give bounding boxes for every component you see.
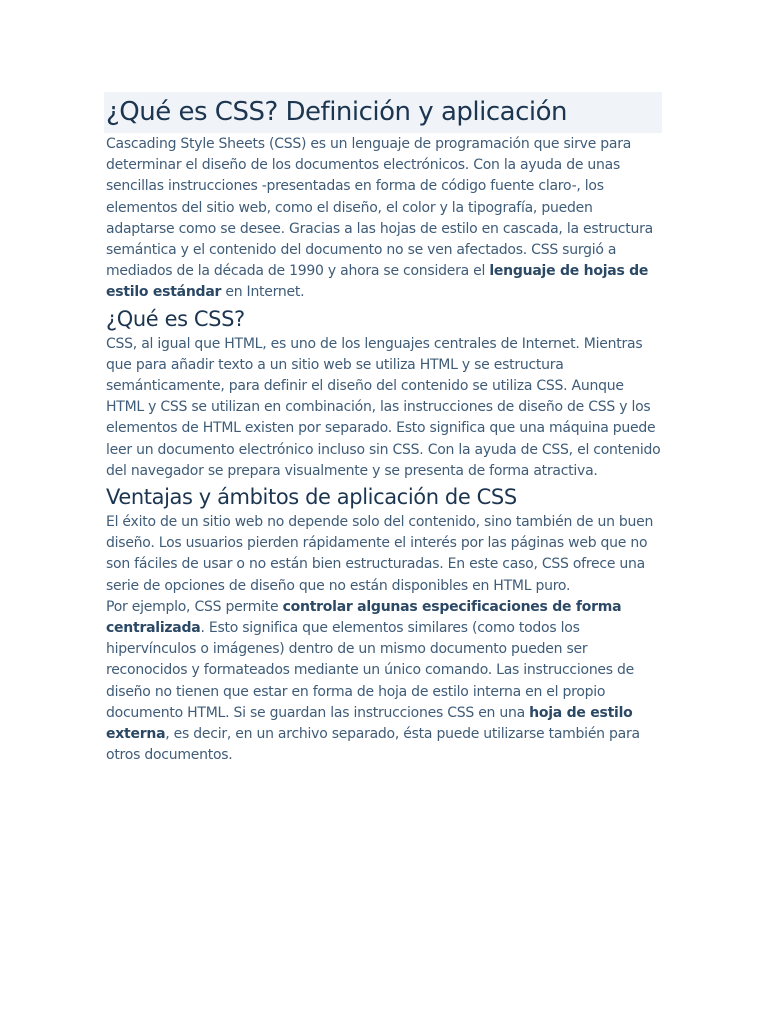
section1-heading: ¿Qué es CSS? — [106, 306, 245, 331]
section2-p2-text-3: , es decir, en un archivo separado, ésta puede utilizarse también para otros documentos. — [106, 726, 640, 764]
intro-paragraph — [106, 134, 662, 304]
title-banner — [104, 92, 662, 133]
section2-paragraph-2 — [106, 597, 662, 767]
section2-p2-text-2: . Esto significa que elementos similares (como todos los hipervínculos o imágenes) dentro de un mismo documento pueden ser reconocidos y formateados mediante un único comando. Las instrucciones de diseño no tienen que estar en forma de hoja de estilo interna en el propio documento HTML. Si se guardan las instrucciones CSS en una — [106, 620, 635, 721]
section2-heading: Ventajas y ámbitos de aplicación de CSS — [106, 485, 517, 510]
section1-paragraph: CSS, al igual que HTML, es uno de los lenguajes centrales de Internet. Mientras que para añadir texto a un sitio web se utiliza HTML y se estructura semánticamente, para definir el diseño del contenido se utiliza CSS. Aunque HTML y CSS se utilizan en combinación, las instrucciones de diseño de CSS y los elementos de HTML existen por separado. Esto significa que una máquina puede leer un documento electrónico incluso sin CSS. Con la ayuda de CSS, el contenido del navegador se prepara visualmente y se presenta de forma atractiva. — [106, 335, 661, 479]
document — [106, 92, 662, 766]
section2-p2-bold-1: controlar algunas especificaciones de forma centralizada — [106, 598, 622, 637]
page-title: ¿Qué es CSS? Definición y aplicación — [106, 97, 567, 127]
intro-bold-1: lenguaje de hojas de estilo estándar — [106, 263, 649, 301]
section2-paragraph-1: El éxito de un sitio web no depende solo del contenido, sino también de un buen diseño. Los usuarios pierden rápidamente el interés por las páginas web que no son fáciles de usar o no están bien estructuradas. En este caso, CSS ofrece una serie de opciones de diseño que no están disponibles en HTML puro. — [106, 514, 654, 594]
intro-text-2: en Internet. — [221, 284, 305, 301]
intro-text-1: Cascading Style Sheets (CSS) es un lenguaje de programación que sirve para determinar el diseño de los documentos electrónicos. Con la ayuda de unas sencillas instrucciones -presentadas en forma de código fuente claro-, los elementos del sitio web, como el diseño, el color y la tipografía, pueden adaptarse como se desee. Gracias a las hojas de estilo en cascada, la estructura semántica y el contenido del documento no se ven afectados. CSS surgió a mediados de la década de 1990 y ahora se considera el — [106, 136, 653, 280]
section2-p2-bold-2: hoja de estilo externa — [106, 704, 633, 743]
section2-p2-text-1: Por ejemplo, CSS permite — [106, 598, 283, 615]
